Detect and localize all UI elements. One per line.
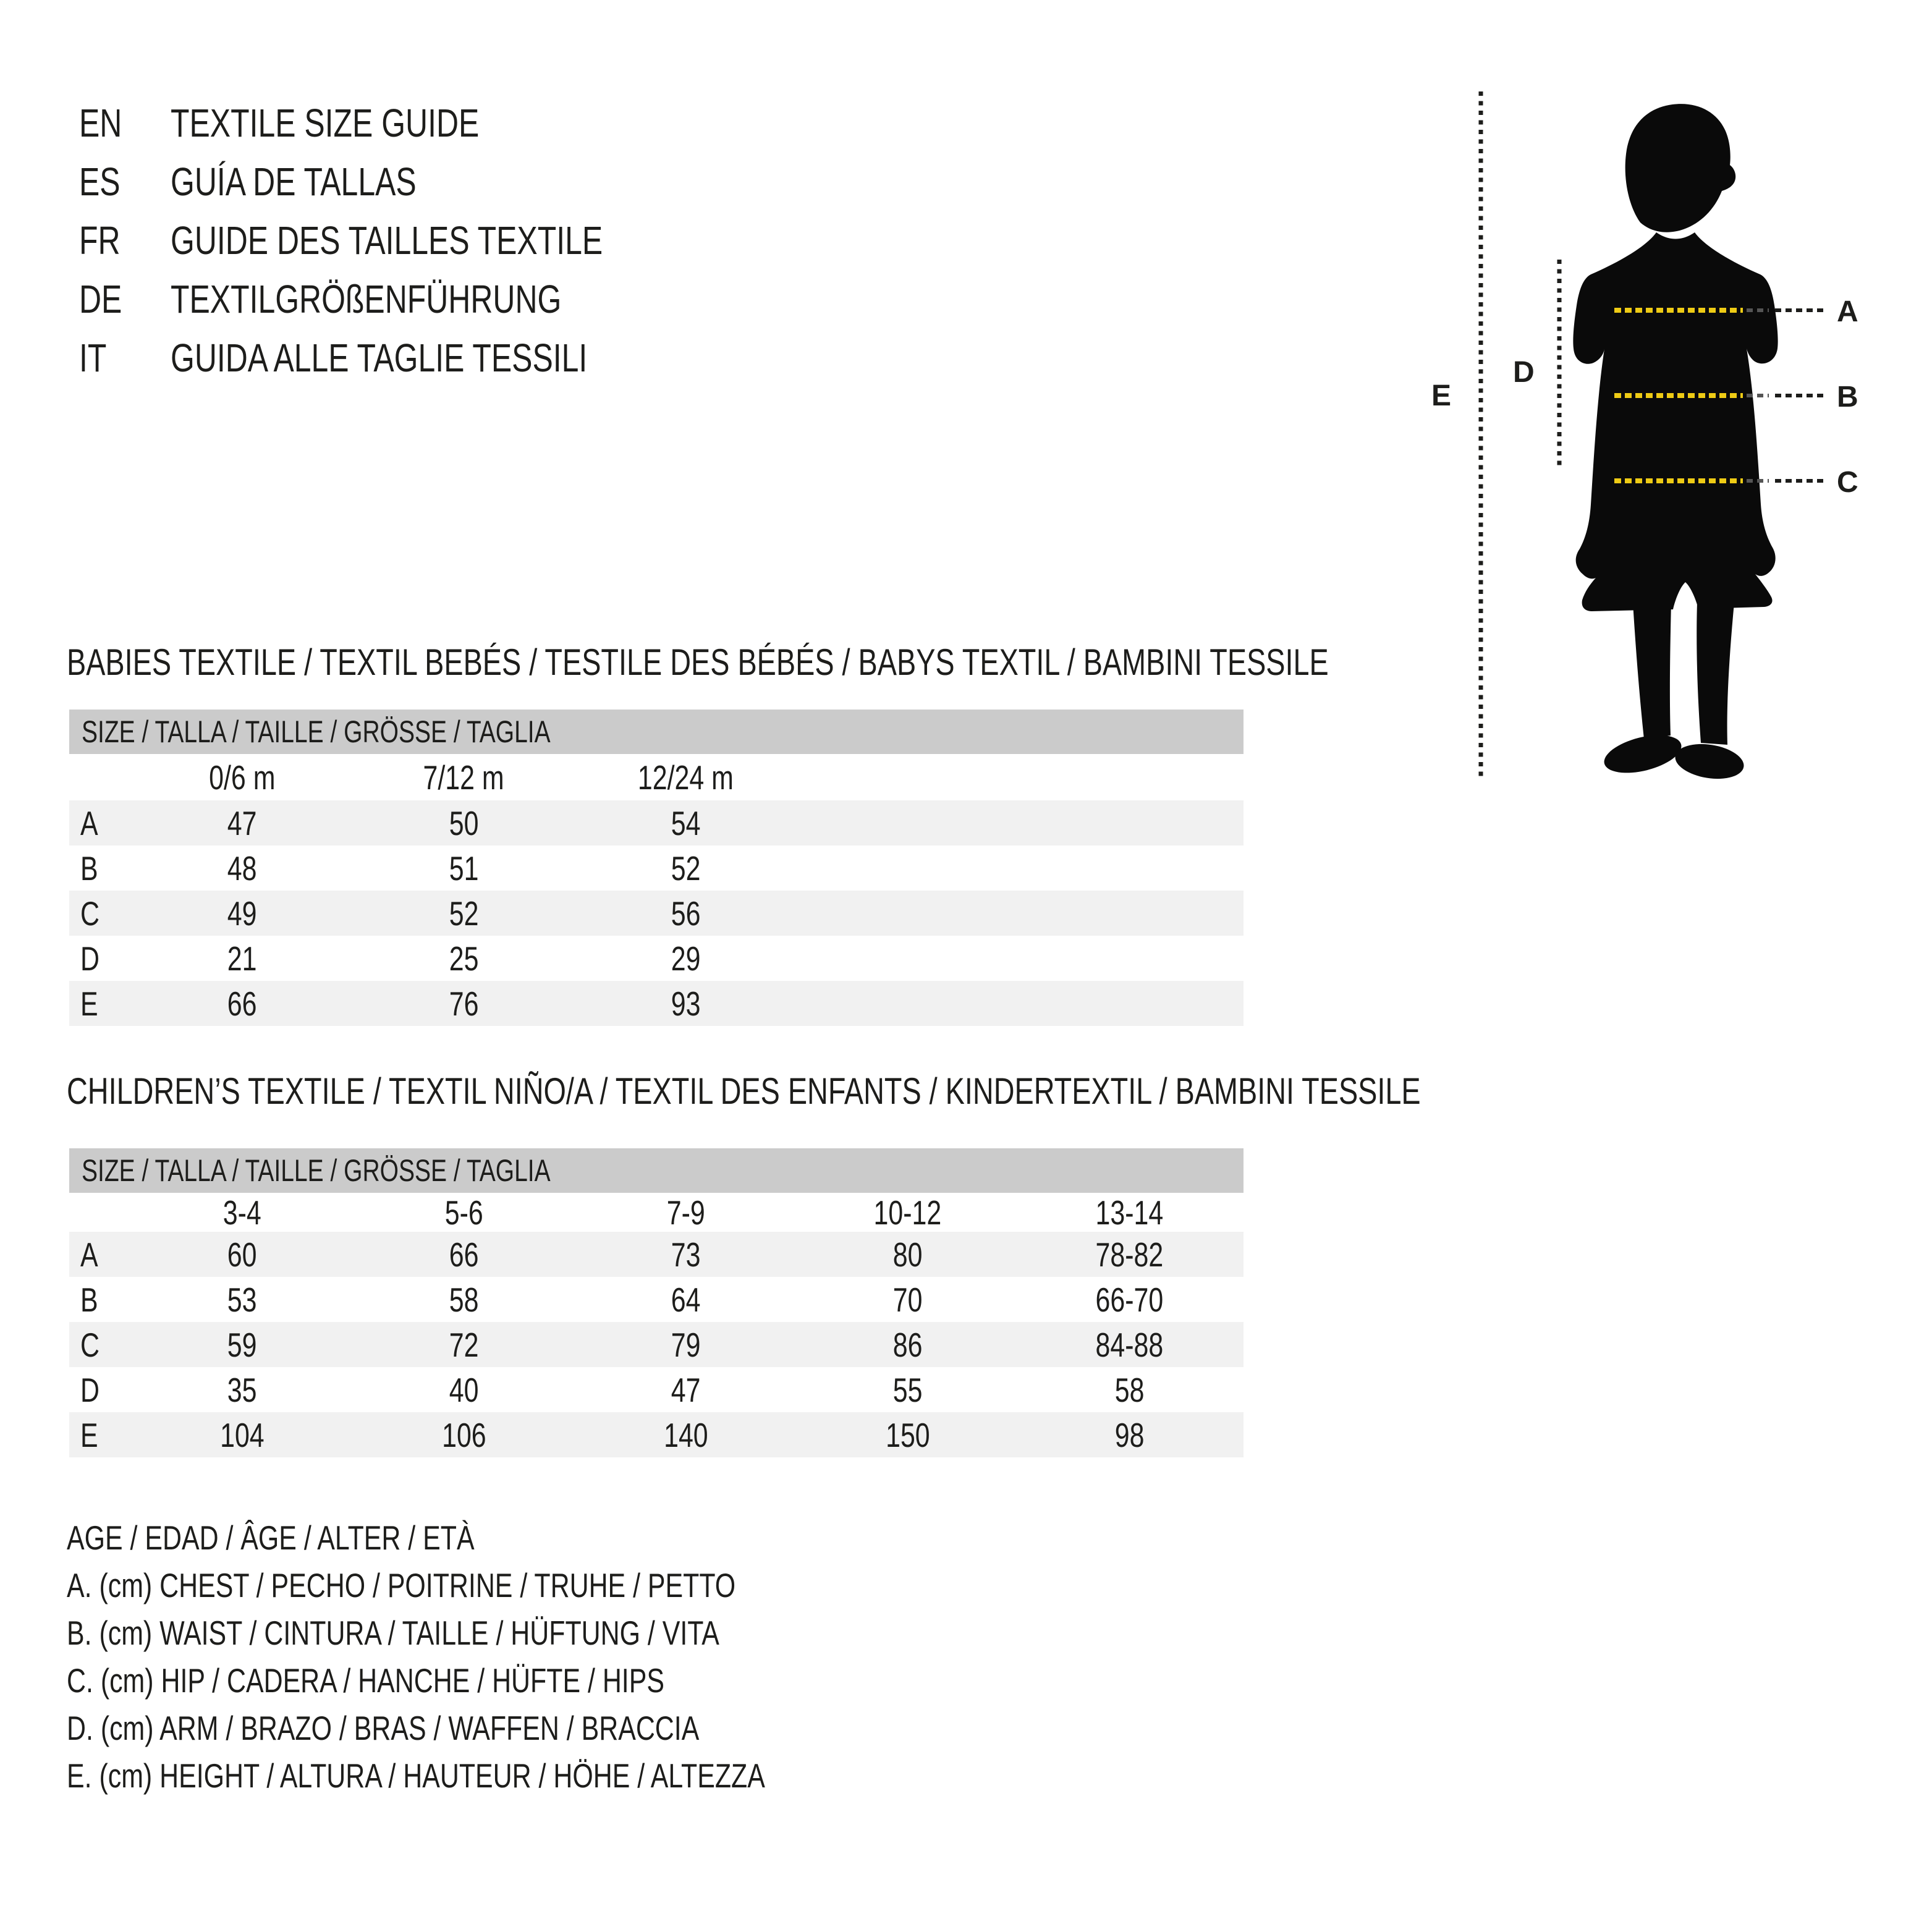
page-title-en: TEXTILE SIZE GUIDE <box>171 101 480 145</box>
page-title-fr: GUIDE DES TAILLES TEXTILE <box>171 218 603 263</box>
marker-label-e: E <box>1431 379 1452 412</box>
column-header: 10-12 <box>873 1193 942 1232</box>
table-row-e <box>69 1412 1244 1457</box>
children-column-header-row <box>69 1193 1244 1232</box>
table-cell: 104 <box>219 1415 265 1454</box>
child-measurement-figure <box>1421 80 1932 791</box>
table-cell: 76 <box>449 984 479 1023</box>
language-code-es: ES <box>79 159 121 204</box>
row-label: C <box>80 1325 100 1364</box>
table-cell: 93 <box>671 984 701 1023</box>
silhouette-right-shoe <box>1672 740 1746 784</box>
babies-table-header-bar <box>69 710 1244 754</box>
marker-label-b: B <box>1837 381 1858 413</box>
column-header: 7/12 m <box>423 758 505 797</box>
table-cell: 78-82 <box>1095 1235 1164 1274</box>
marker-label-d: D <box>1513 356 1535 389</box>
legend-arm-line: D. (cm) ARM / BRAZO / BRAS / WAFFEN / BRACCIA <box>67 1709 700 1747</box>
row-label: B <box>80 1280 98 1319</box>
babies-size-table <box>69 710 1244 1026</box>
column-header: 13-14 <box>1095 1193 1164 1232</box>
table-row-b <box>69 845 1244 891</box>
children-table-header-bar <box>69 1148 1244 1193</box>
table-row-e <box>69 981 1244 1026</box>
table-cell: 50 <box>449 803 479 842</box>
row-label: E <box>80 1415 98 1454</box>
table-cell: 35 <box>227 1370 257 1409</box>
page-title-de: TEXTILGRÖßENFÜHRUNG <box>171 277 562 321</box>
table-cell: 59 <box>227 1325 257 1364</box>
row-label: A <box>80 803 98 842</box>
page-title-es: GUÍA DE TALLAS <box>171 159 417 204</box>
table-cell: 40 <box>449 1370 479 1409</box>
table-cell: 84-88 <box>1095 1325 1164 1364</box>
table-row-a <box>69 1232 1244 1277</box>
legend-waist-line: B. (cm) WAIST / CINTURA / TAILLE / HÜFTUNG / VITA <box>67 1614 719 1652</box>
table-cell: 106 <box>441 1415 486 1454</box>
table-cell: 48 <box>227 849 257 888</box>
table-cell: 56 <box>671 894 701 933</box>
language-code-de: DE <box>79 277 122 321</box>
table-cell: 49 <box>227 894 257 933</box>
measurement-legend <box>67 1514 962 1800</box>
silhouette-right-leg <box>1697 603 1734 745</box>
column-header: 0/6 m <box>208 758 276 797</box>
table-cell: 66 <box>227 984 257 1023</box>
children-table-header-label: SIZE / TALLA / TAILLE / GRÖSSE / TAGLIA <box>82 1153 551 1188</box>
table-cell: 98 <box>1114 1415 1145 1454</box>
marker-label-a: A <box>1837 295 1858 328</box>
babies-column-header-row <box>69 754 1244 800</box>
table-cell: 80 <box>892 1235 923 1274</box>
table-cell: 79 <box>671 1325 701 1364</box>
column-header: 7-9 <box>666 1193 705 1232</box>
marker-label-c: C <box>1837 466 1858 499</box>
column-header: 5-6 <box>444 1193 483 1232</box>
table-cell: 52 <box>671 849 701 888</box>
table-cell: 21 <box>227 939 257 978</box>
child-silhouette <box>1573 104 1777 783</box>
table-cell: 70 <box>892 1280 923 1319</box>
table-cell: 53 <box>227 1280 257 1319</box>
table-cell: 150 <box>885 1415 930 1454</box>
table-cell: 55 <box>892 1370 923 1409</box>
table-cell: 72 <box>449 1325 479 1364</box>
table-row-d <box>69 1367 1244 1412</box>
table-row-b <box>69 1277 1244 1322</box>
table-cell: 29 <box>671 939 701 978</box>
table-cell: 47 <box>671 1370 701 1409</box>
legend-hip-line: C. (cm) HIP / CADERA / HANCHE / HÜFTE / HIPS <box>67 1661 664 1700</box>
table-cell: 54 <box>671 803 701 842</box>
table-cell: 86 <box>892 1325 923 1364</box>
page-title-it: GUIDA ALLE TAGLIE TESSILI <box>171 336 588 380</box>
language-code-fr: FR <box>79 218 121 263</box>
table-cell: 52 <box>449 894 479 933</box>
language-code-it: IT <box>79 336 107 380</box>
silhouette-body <box>1573 232 1777 611</box>
table-cell: 64 <box>671 1280 701 1319</box>
children-size-table <box>69 1148 1244 1457</box>
table-row-c <box>69 891 1244 936</box>
table-cell: 51 <box>449 849 479 888</box>
legend-chest-line: A. (cm) CHEST / PECHO / POITRINE / TRUHE / PETTO <box>67 1566 736 1604</box>
children-section-title: CHILDREN’S TEXTILE / TEXTIL NIÑO/A / TEXTIL DES ENFANTS / KINDERTEXTIL / BAMBINI TESSILE <box>67 1070 1421 1112</box>
table-cell: 60 <box>227 1235 257 1274</box>
row-label: B <box>80 849 98 888</box>
column-header: 3-4 <box>222 1193 261 1232</box>
table-cell: 25 <box>449 939 479 978</box>
row-label: C <box>80 894 100 933</box>
table-row-a <box>69 800 1244 845</box>
column-header: 12/24 m <box>637 758 734 797</box>
legend-age-line: AGE / EDAD / ÂGE / ALTER / ETÀ <box>67 1519 475 1557</box>
table-cell: 58 <box>1114 1370 1145 1409</box>
table-cell: 58 <box>449 1280 479 1319</box>
row-label: D <box>80 1370 100 1409</box>
table-cell: 140 <box>663 1415 708 1454</box>
language-code-en: EN <box>79 101 122 145</box>
silhouette-left-shoe <box>1600 728 1685 779</box>
babies-section-title: BABIES TEXTILE / TEXTIL BEBÉS / TESTILE DES BÉBÉS / BABYS TEXTIL / BAMBINI TESSILE <box>67 642 1329 683</box>
table-cell: 66 <box>449 1235 479 1274</box>
table-row-d <box>69 936 1244 981</box>
table-cell: 47 <box>227 803 257 842</box>
babies-table-header-label: SIZE / TALLA / TAILLE / GRÖSSE / TAGLIA <box>82 714 551 749</box>
table-cell: 66-70 <box>1095 1280 1164 1319</box>
table-cell: 73 <box>671 1235 701 1274</box>
silhouette-head <box>1625 104 1736 232</box>
legend-height-line: E. (cm) HEIGHT / ALTURA / HAUTEUR / HÖHE / ALTEZZA <box>67 1756 765 1795</box>
table-row-c <box>69 1322 1244 1367</box>
row-label: E <box>80 984 98 1023</box>
row-label: A <box>80 1235 98 1274</box>
row-label: D <box>80 939 100 978</box>
